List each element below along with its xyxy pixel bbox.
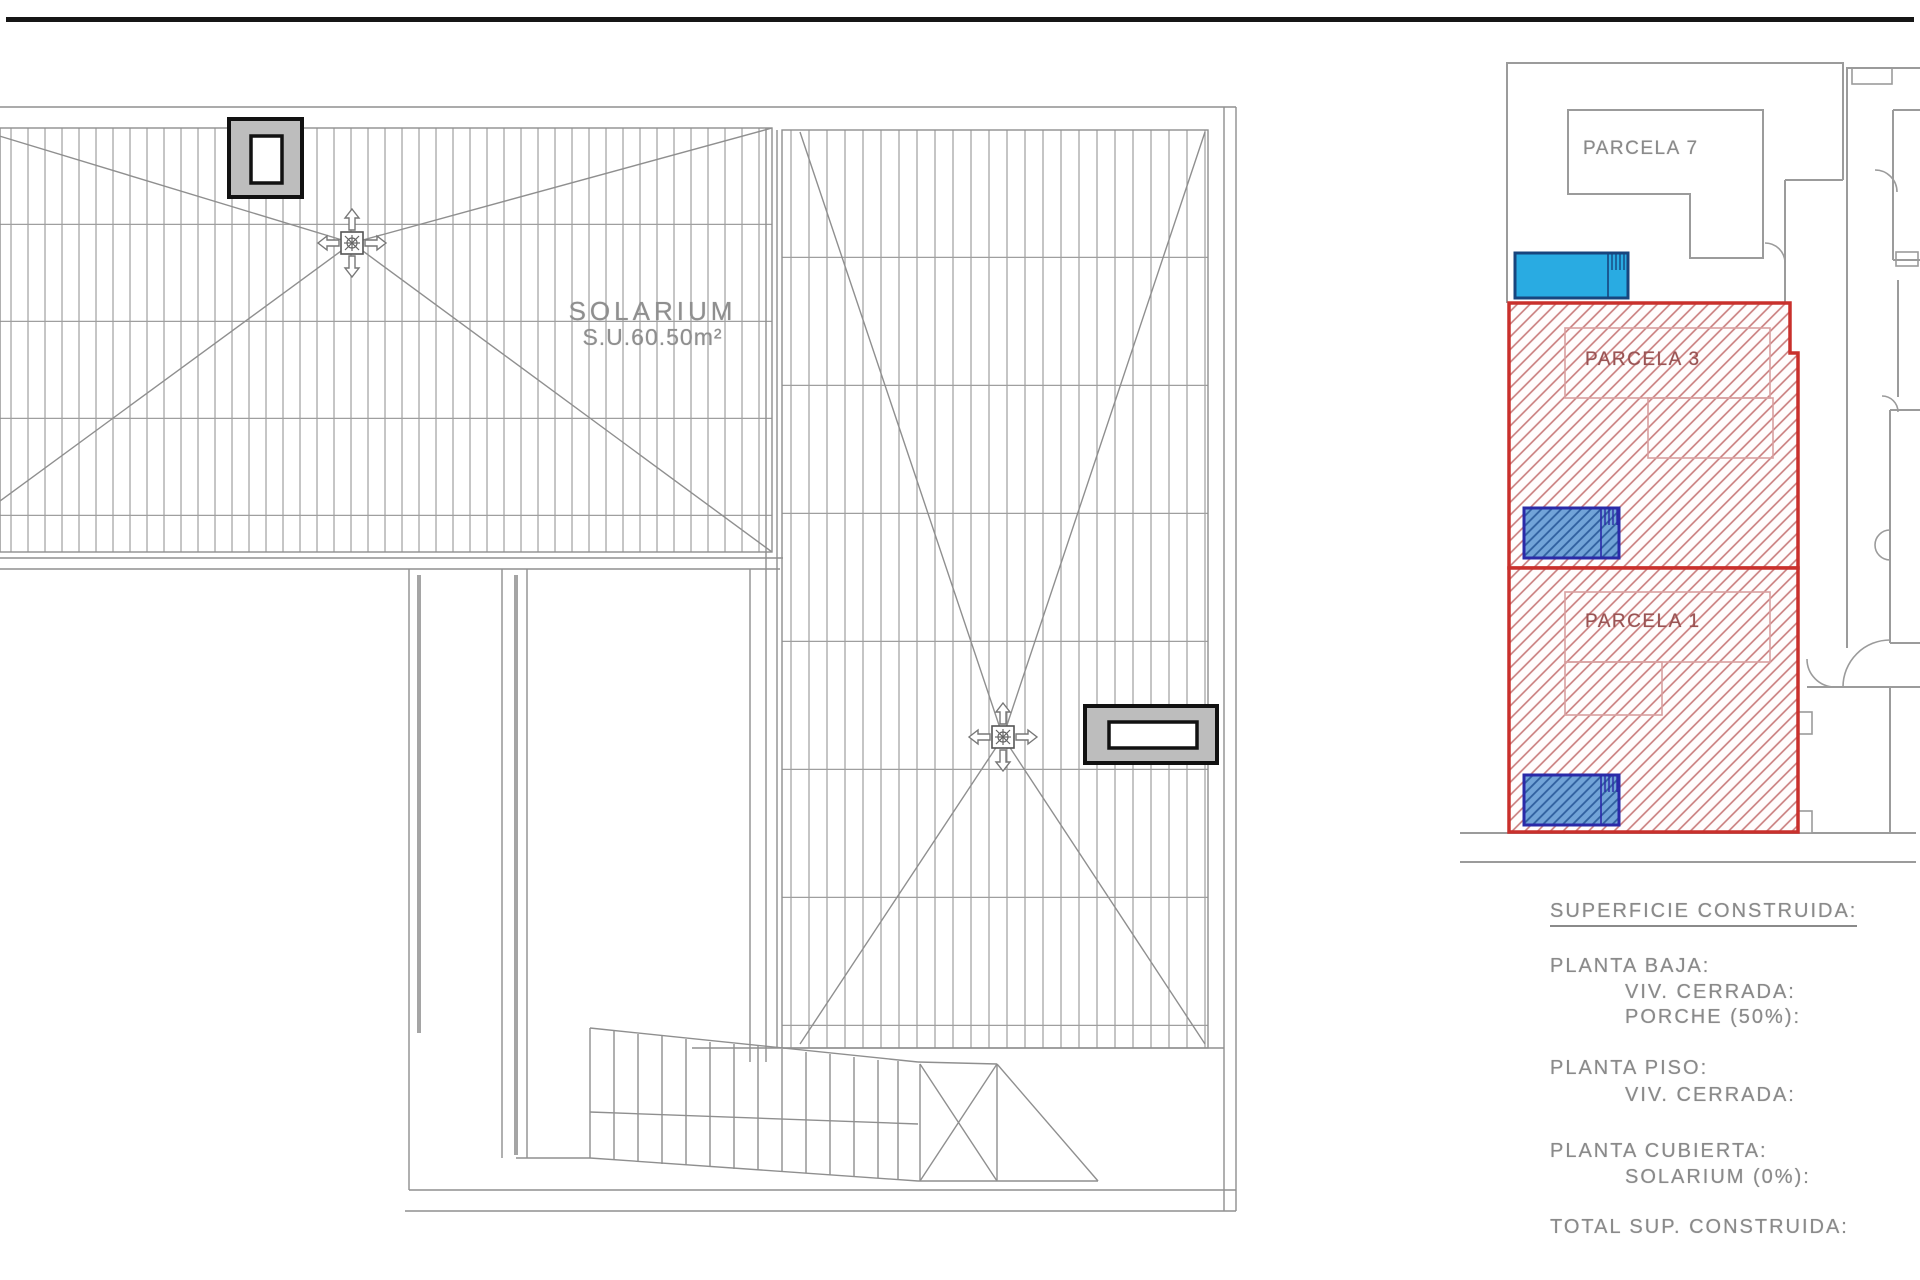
summary-planta-baja: PLANTA BAJA: [1550,955,1711,977]
pool-parcel-5 [1515,253,1628,298]
solarium-area-label: S.U.60.50m² [582,324,723,350]
parcel-1-label: PARCELA 1 [1585,611,1701,632]
chimney-icon [1085,706,1217,763]
parcel-3-label: PARCELA 3 [1585,349,1701,370]
pool-parcel-1 [1524,775,1619,825]
door-arc-icon [1875,530,1890,560]
summary-porche: PORCHE (50%): [1625,1006,1802,1028]
summary-solarium-row: SOLARIUM (0%): [1625,1166,1811,1188]
parcel-7-label: PARCELA 7 [1583,138,1699,159]
summary-total: TOTAL SUP. CONSTRUIDA: [1550,1216,1849,1238]
top-rule-bar [6,17,1914,22]
staircase [516,1028,1098,1181]
summary-title: SUPERFICIE CONSTRUIDA: [1550,900,1857,927]
chimney-icon [229,119,302,197]
door-arc-icon [1843,640,1890,687]
summary-planta-cubierta: PLANTA CUBIERTA: [1550,1140,1768,1162]
summary-viv-cerrada-piso: VIV. CERRADA: [1625,1084,1796,1106]
parcel-7-building-outline [1568,110,1763,258]
highlighted-parcels [1509,303,1798,832]
summary-viv-cerrada-baja: VIV. CERRADA: [1625,981,1796,1003]
door-arc-icon [1807,659,1835,687]
pool-parcel-3 [1524,508,1619,558]
door-arc-icon [1765,243,1785,263]
roof-plan [0,107,1236,1211]
summary-planta-piso: PLANTA PISO: [1550,1057,1709,1079]
solarium-label: SOLARIUM [568,296,737,326]
